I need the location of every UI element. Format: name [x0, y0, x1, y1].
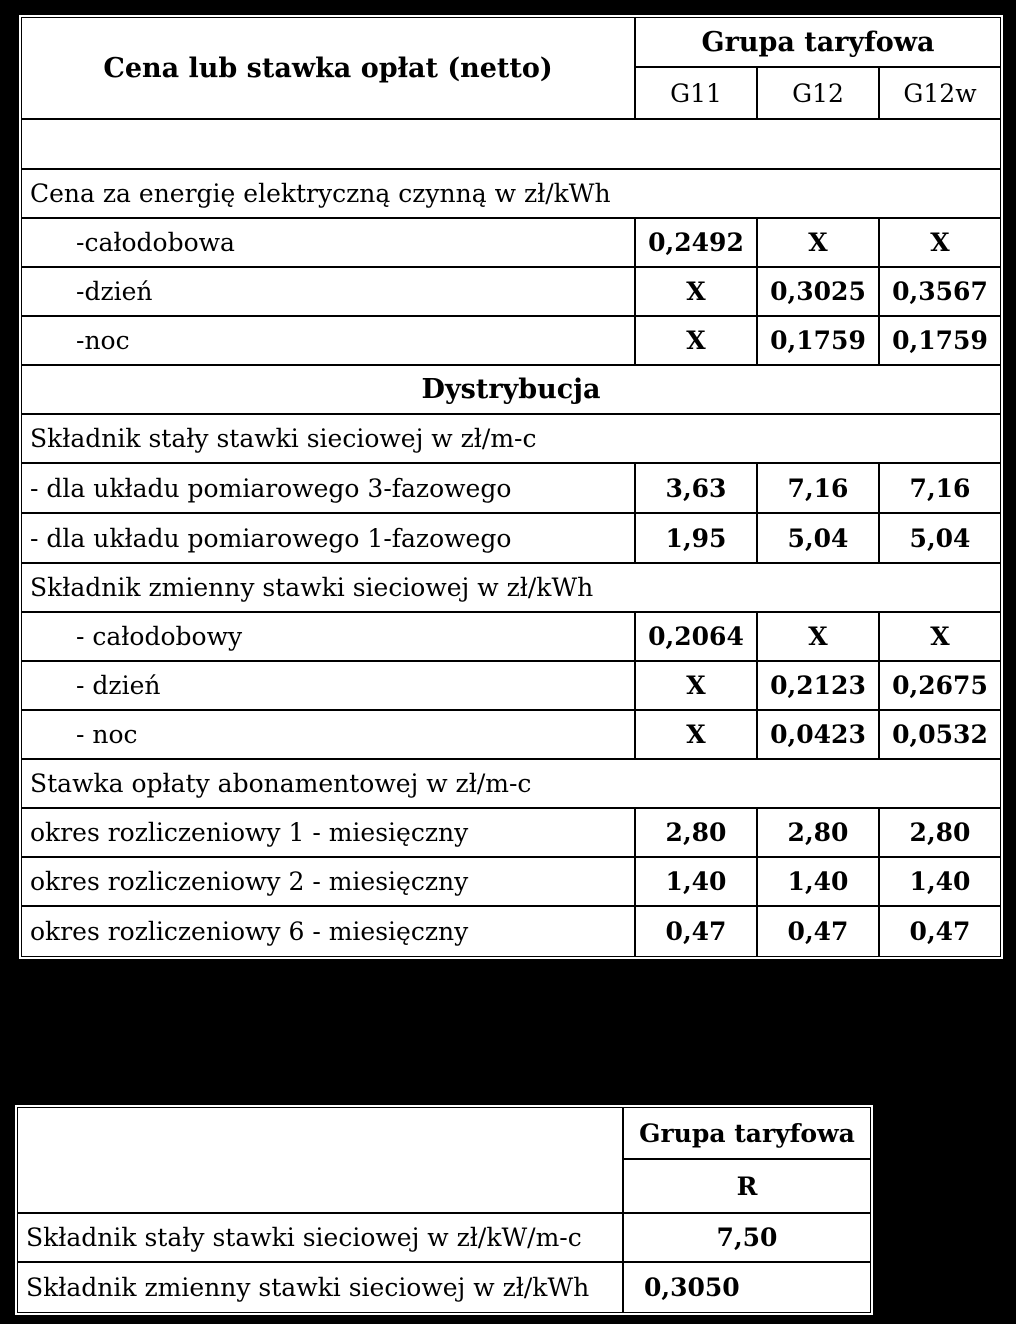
- energy-row-label: -noc: [22, 317, 636, 366]
- energy-value: 0,1759: [758, 317, 880, 366]
- energy-value: X: [636, 317, 758, 366]
- header-group-g12: G12: [758, 68, 880, 120]
- subscription-value: 2,80: [880, 809, 1000, 858]
- variable-value: 0,0532: [880, 711, 1000, 760]
- fixed-value: 7,16: [758, 464, 880, 514]
- fixed-value: 7,16: [880, 464, 1000, 514]
- variable-value: X: [880, 613, 1000, 662]
- variable-value: 0,2123: [758, 662, 880, 711]
- energy-value: X: [758, 219, 880, 268]
- header-group-g11: G11: [636, 68, 758, 120]
- header-title: Cena lub stawka opłat (netto): [22, 18, 636, 120]
- subscription-value: 2,80: [636, 809, 758, 858]
- energy-value: 0,2492: [636, 219, 758, 268]
- header-group-r: R: [624, 1160, 870, 1214]
- subscription-value: 1,40: [636, 858, 758, 907]
- r-row-label: Składnik zmienny stawki sieciowej w zł/kWh: [18, 1263, 624, 1312]
- energy-row-label: -całodobowa: [22, 219, 636, 268]
- variable-row-label: - noc: [22, 711, 636, 760]
- subscription-value: 0,47: [636, 907, 758, 956]
- header-group-label: Grupa taryfowa: [624, 1108, 870, 1160]
- fixed-value: 5,04: [880, 514, 1000, 564]
- fixed-value: 3,63: [636, 464, 758, 514]
- fixed-value: 5,04: [758, 514, 880, 564]
- energy-value: 0,3025: [758, 268, 880, 317]
- fixed-component-title: Składnik stały stawki sieciowej w zł/m-c: [22, 415, 1000, 464]
- distribution-title: Dystrybucja: [22, 366, 1000, 415]
- variable-value: X: [636, 711, 758, 760]
- r-row-label: Składnik stały stawki sieciowej w zł/kW/m-c: [18, 1214, 624, 1263]
- subscription-value: 0,47: [758, 907, 880, 956]
- energy-value: 0,3567: [880, 268, 1000, 317]
- header-group-label: Grupa taryfowa: [636, 18, 1000, 68]
- subscription-title: Stawka opłaty abonamentowej w zł/m-c: [22, 760, 1000, 809]
- energy-row-label: -dzień: [22, 268, 636, 317]
- fixed-value: 1,95: [636, 514, 758, 564]
- variable-value: 0,2675: [880, 662, 1000, 711]
- subscription-value: 1,40: [758, 858, 880, 907]
- energy-value: 0,1759: [880, 317, 1000, 366]
- energy-section-title: Cena za energię elektryczną czynną w zł/kWh: [22, 170, 1000, 219]
- fixed-row-label: - dla układu pomiarowego 3-fazowego: [22, 464, 636, 514]
- subscription-value: 2,80: [758, 809, 880, 858]
- r-value: 7,50: [624, 1214, 870, 1263]
- variable-component-title: Składnik zmienny stawki sieciowej w zł/kWh: [22, 564, 1000, 613]
- variable-row-label: - całodobowy: [22, 613, 636, 662]
- subscription-row-label: okres rozliczeniowy 2 - miesięczny: [22, 858, 636, 907]
- spacer-row: [22, 120, 1000, 170]
- subscription-value: 1,40: [880, 858, 1000, 907]
- tariff-table-r: [14, 1104, 874, 1316]
- variable-value: X: [758, 613, 880, 662]
- variable-value: 0,2064: [636, 613, 758, 662]
- energy-value: X: [636, 268, 758, 317]
- subscription-row-label: okres rozliczeniowy 6 - miesięczny: [22, 907, 636, 956]
- header-empty: [18, 1108, 624, 1214]
- variable-value: X: [636, 662, 758, 711]
- tariff-table: [18, 14, 1004, 960]
- subscription-row-label: okres rozliczeniowy 1 - miesięczny: [22, 809, 636, 858]
- variable-value: 0,0423: [758, 711, 880, 760]
- variable-row-label: - dzień: [22, 662, 636, 711]
- subscription-value: 0,47: [909, 917, 971, 946]
- r-value: 0,3050: [644, 1273, 740, 1302]
- energy-value: X: [880, 219, 1000, 268]
- header-group-g12w: G12w: [880, 68, 1000, 120]
- fixed-row-label: - dla układu pomiarowego 1-fazowego: [22, 514, 636, 564]
